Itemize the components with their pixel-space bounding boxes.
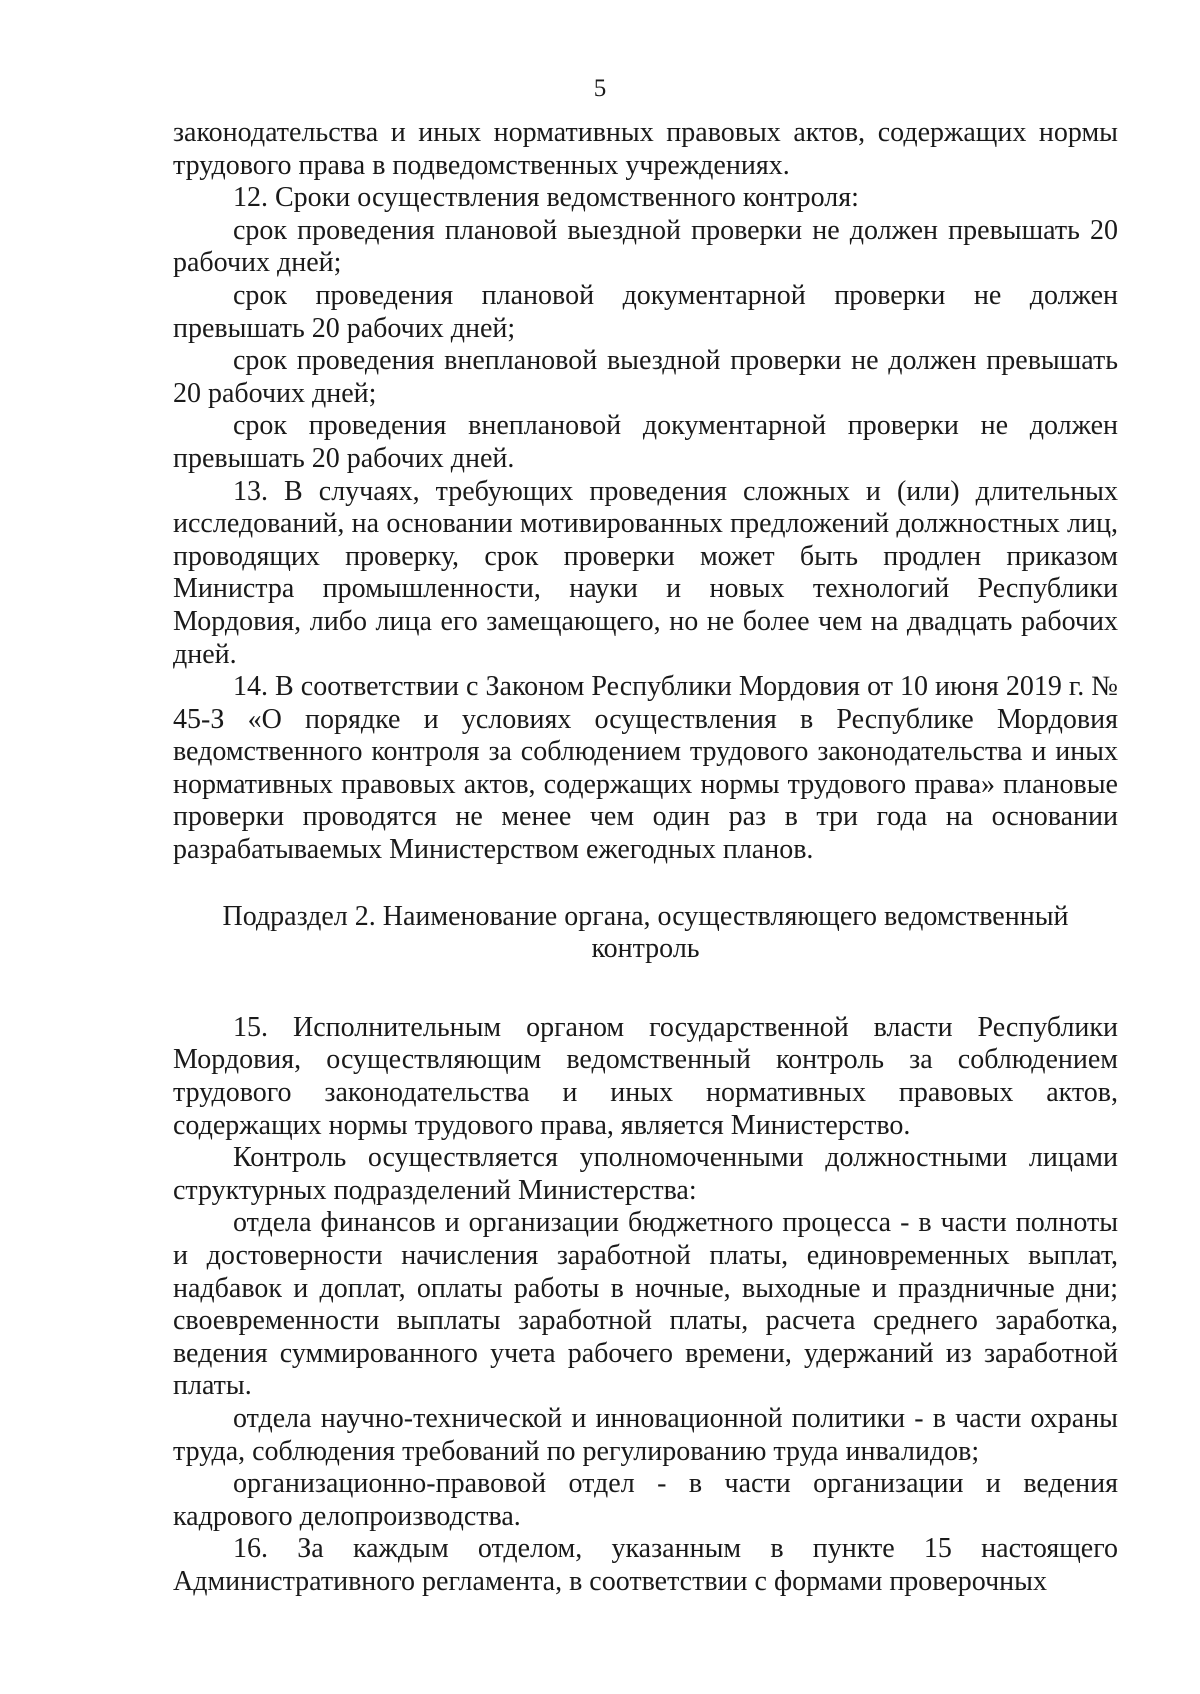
paragraph: 14. В соответствии с Законом Республики Мордовия от 10 июня 2019 г. № 45-З «О порядке и условиях осуществления в Республике Мордовия ведомственного контроля за соблюдением трудового законодательства и иных нормативных правовых актов, содержащих нормы трудового права» плановые проверки проводятся не менее чем один раз в три года на основании разрабатываемых Министерством ежегодных планов. (173, 671, 1118, 866)
paragraph: отдела научно-технической и инновационной политики - в части охраны труда, соблюдения требований по регулированию труда инвалидов; (173, 1402, 1118, 1467)
paragraph: срок проведения внеплановой документарной проверки не должен превышать 20 рабочих дней. (173, 410, 1118, 474)
paragraph: срок проведения плановой документарной проверки не должен превышать 20 рабочих дней; (173, 279, 1118, 344)
paragraph: срок проведения внеплановой выездной проверки не должен превышать 20 рабочих дней; (173, 345, 1118, 409)
paragraphs-top (173, 117, 1118, 867)
paragraph: срок проведения плановой выездной проверки не должен превышать 20 рабочих дней; (173, 214, 1118, 279)
page-number: 5 (593, 75, 607, 102)
paragraph: законодательства и иных нормативных правовых актов, содержащих нормы трудового права в подведомственных учреждениях. (173, 117, 1118, 181)
document-body (173, 117, 1118, 1599)
paragraph: 12. Сроки осуществления ведомственного контроля: (233, 182, 859, 214)
paragraph: организационно-правовой отдел - в части организации и ведения кадрового делопроизводства. (173, 1468, 1118, 1532)
paragraph: 15. Исполнительным органом государственной власти Республики Мордовия, осуществляющим ведомственный контроль за соблюдением трудового законодательства и иных нормативных правовых актов, содержащих нормы трудового права, является Министерство. (173, 1011, 1118, 1141)
paragraph: отдела финансов и организации бюджетного процесса - в части полноты и достоверности начисления заработной платы, единовременных выплат, надбавок и доплат, оплаты работы в ночные, выходные и праздничные дни; своевременности выплаты заработной платы, расчета среднего заработка, ведения суммированного учета рабочего времени, удержаний из заработной платы. (173, 1207, 1118, 1402)
paragraph: 16. За каждым отделом, указанным в пункте 15 настоящего Административного регламента, в соответствии с формами проверочных (173, 1533, 1118, 1597)
paragraph: 13. В случаях, требующих проведения сложных и (или) длительных исследований, на основании мотивированных предложений должностных лиц, проводящих проверку, срок проверки может быть продлен приказом Министра промышленности, науки и новых технологий Республики Мордовия, либо лица его замещающего, но не более чем на двадцать рабочих дней. (173, 475, 1118, 670)
paragraph: Контроль осуществляется уполномоченными должностными лицами структурных подразделений Министерства: (173, 1142, 1118, 1206)
subsection-heading: Подраздел 2. Наименование органа, осуществляющего ведомственный контроль (222, 900, 1069, 965)
paragraphs-bottom (173, 1012, 1118, 1599)
